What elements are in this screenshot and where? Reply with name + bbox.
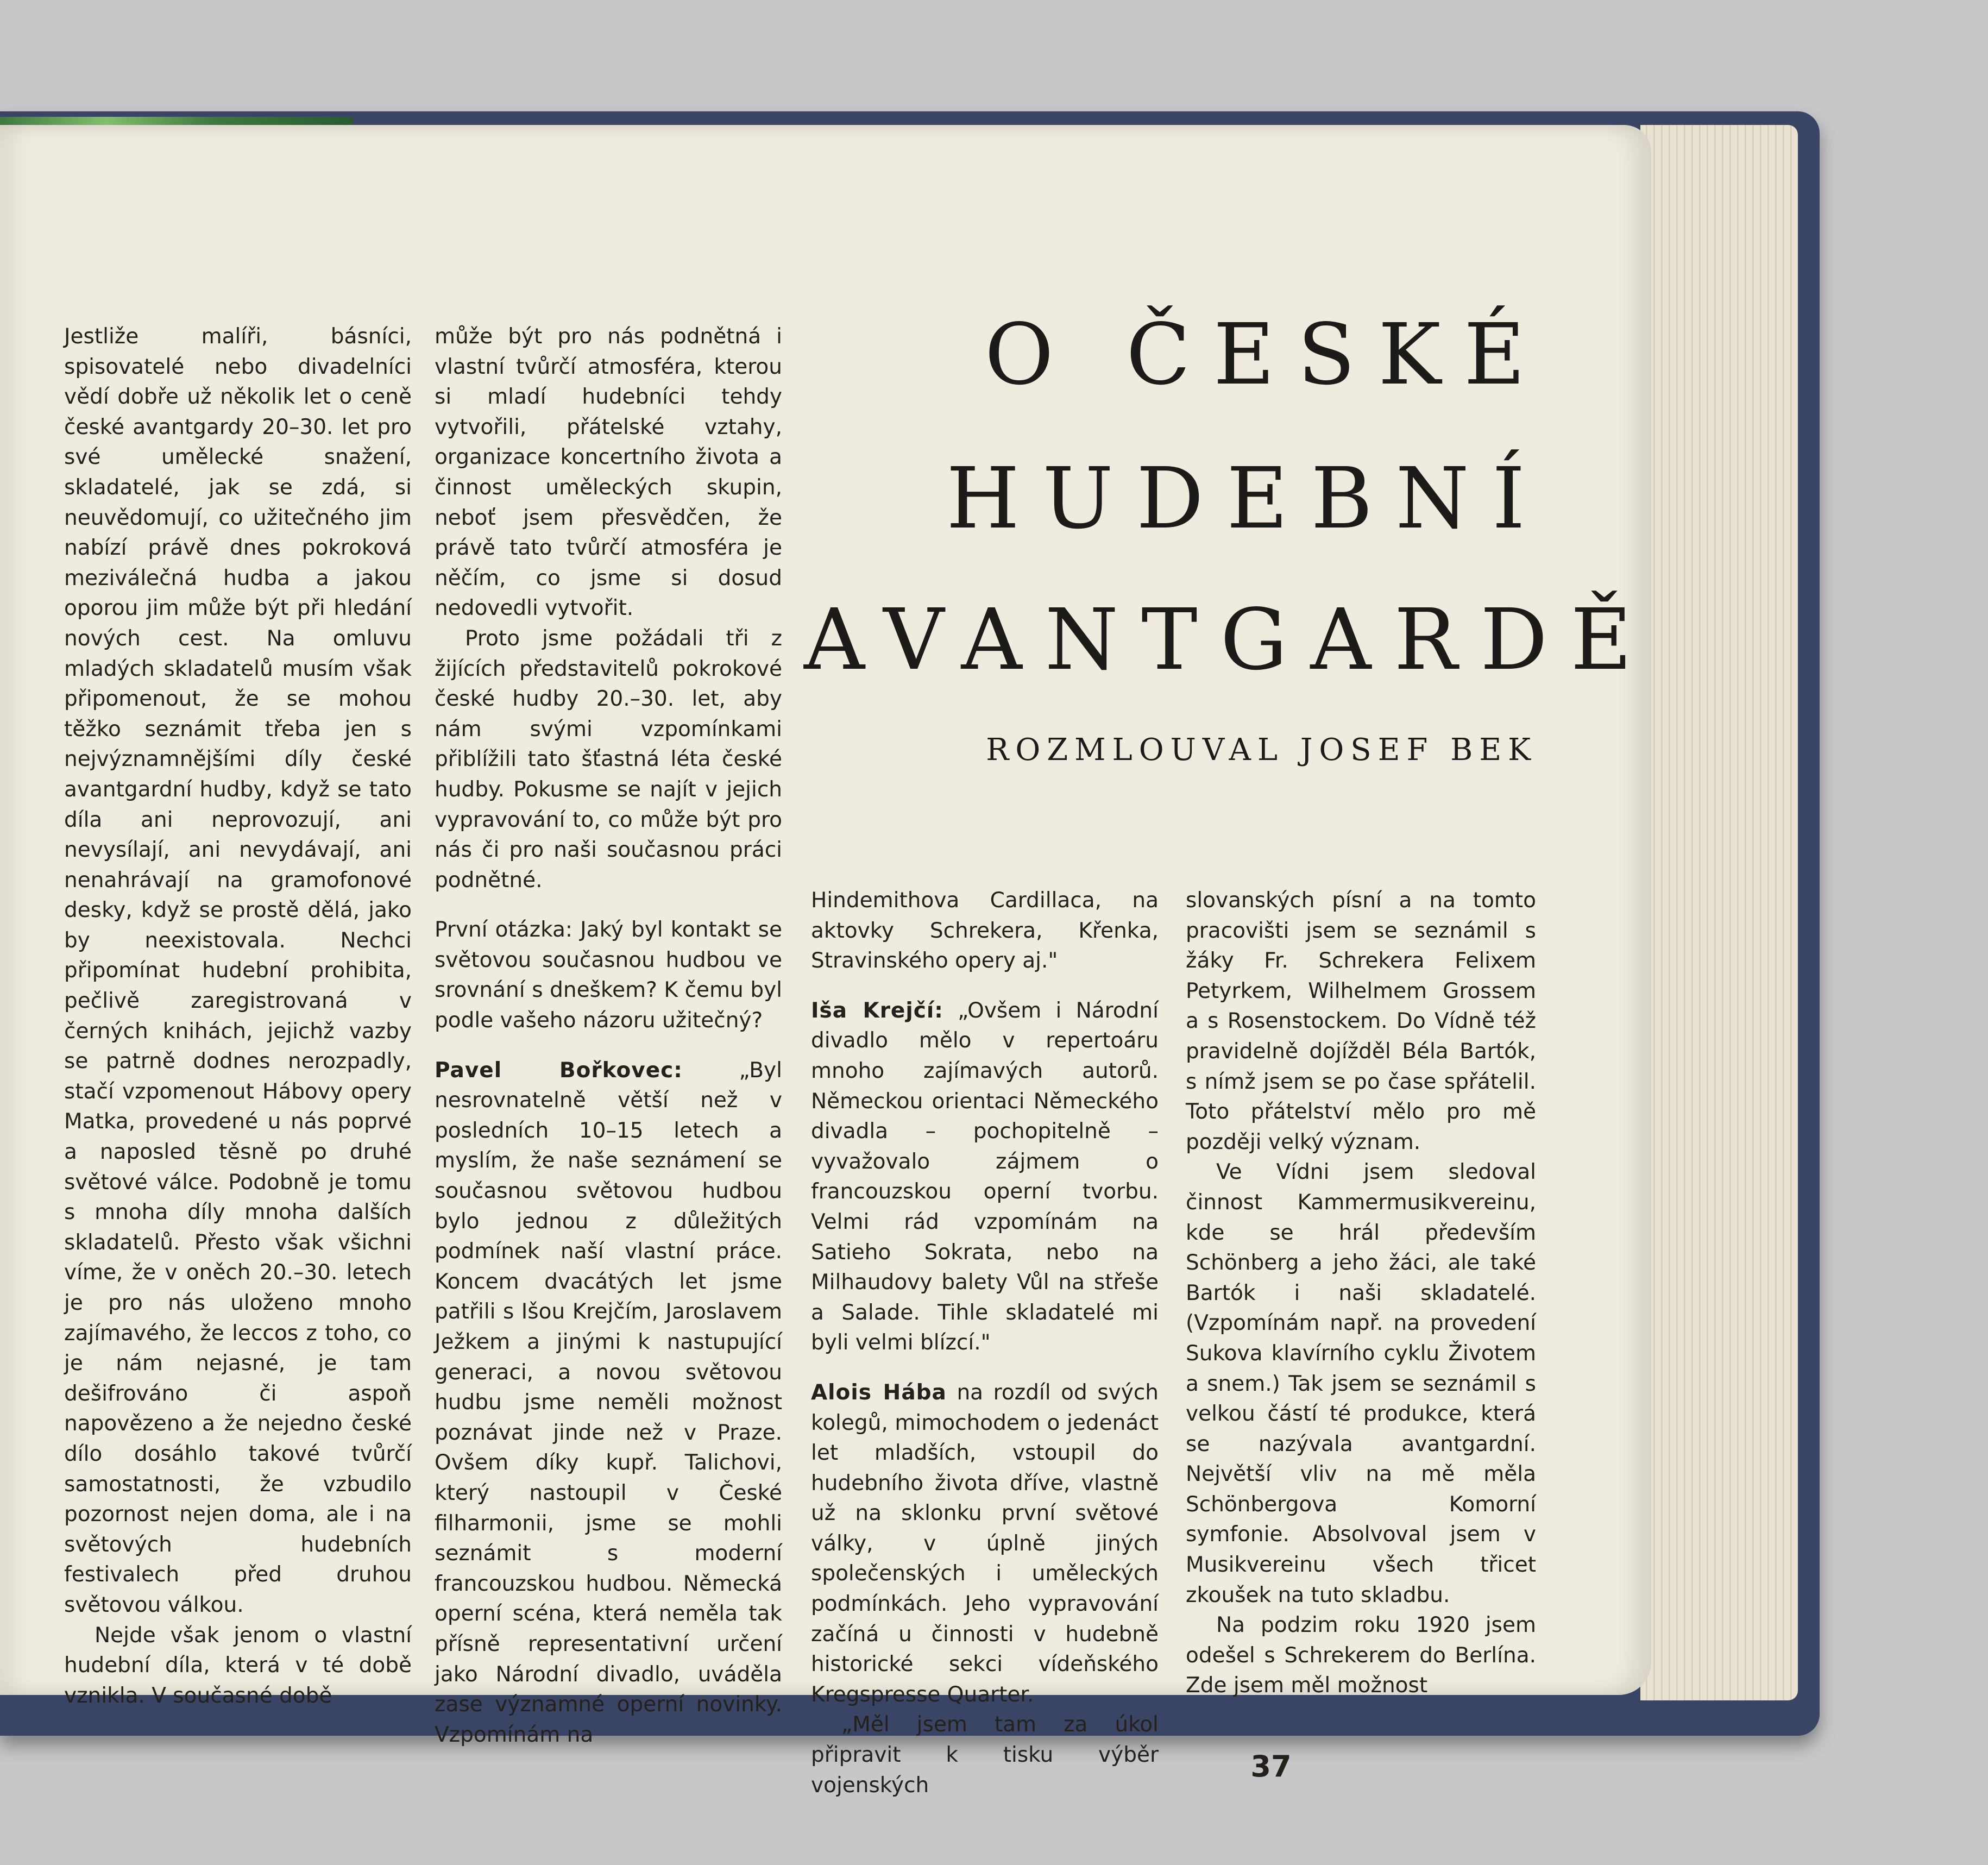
paragraph: může být pro nás podnětná i vlastní tvůrčí atmosféra, kterou si mladí hudebníci tehdy vytvořili, přátelské vztahy, organizace koncertního života a činnost uměleckých skupin, neboť jsem přesvědčen, že právě tato tvůrčí atmosféra je něčím, co jsme si dosud nedovedli vytvořit. — [435, 324, 782, 621]
speaker-name: Pavel Bořkovec: — [435, 1058, 683, 1083]
paragraph: Jestliže malíři, básníci, spisovatelé nebo divadelníci vědí dobře už několik let o ceně české avantgardy 20–30. let pro své umělecké snažení, skladatelé, jak se zdá, si neuvědomují, co užitečného jim nabízí právě dnes pokroková meziválečná hudba a jakou oporou jim může být při hledání nových cest. Na omluvu mladých skladatelů musím však připomenout, že se mohou těžko seznámit třeba jen s nejvýznamnějšími díly české avantgardní hudby, když se tato díla ani neprovozují, ani nevysílají, ani nevydávají, ani nenahrávají na gramofonové desky, když se prostě dělá, jako by neexistovala. Nechci připomínat hudební prohibita, pečlivě zaregistrovaná v černých knihách, jejichž vazby se patrně dodnes nerozpadly, stačí vzpomenout Hábovy opery Matka, provedené u nás poprvé a naposled těsně po druhé světové válce. Podobně je tomu s mnoha díly mnoha dalších skladatelů. Přesto však všichni víme, že v oněch 20.–30. letech je pro nás uloženo mnoho zajímavého, že leccos z toho, co je nám nejasné, je tam dešifrováno či aspoň napovězeno a že nejedno české dílo dosáhlo takové tvůrčí samostatnosti, že vzbudilo pozornost nejen doma, ale i na světových hudebních festivalech před druhou světovou válkou. — [64, 324, 412, 1617]
paragraph: „Měl jsem tam za úkol připravit k tisku výběr vojenských — [811, 1712, 1159, 1798]
speaker-name: Iša Krejčí: — [811, 998, 943, 1023]
text-column-2 — [435, 322, 782, 1750]
paragraph: slovanských písní a na tomto pracovišti jsem se seznámil s žáky Fr. Schrekera Felixem Petyrkem, Wilhelmem Grossem a s Rosenstockem. Do Vídně též pravidelně dojížděl Béla Bartók, s nímž jsem se po čase spřátelil. Toto přátelství mělo pro mě později velký význam. — [1186, 888, 1536, 1154]
paragraph-text: na rozdíl od svých kolegů, mimochodem o jedenáct let mladších, vstoupil do hudebního života dříve, vlastně už na sklonku první světové války, v úplně jiných společenských i uměleckých podmínkách. Jeho vypravování začíná u činnosti v hudebně historické sekci vídeňského Kregspresse Quarter. — [811, 1380, 1159, 1707]
interview-answer — [435, 1056, 782, 1750]
text-column-3 — [811, 886, 1159, 1800]
paragraph: Na podzim roku 1920 jsem odešel s Schrekerem do Berlína. Zde jsem měl možnost — [1186, 1613, 1536, 1698]
paragraph: Proto jsme požádali tři z žijících představitelů pokrokové české hudby 20.–30. let, aby nám svými vzpomínkami přiblížili tato šťastná léta české hudby. Pokusme se najít v jejich vypravování to, co může být pro nás či pro naši současnou práci podnětné. — [435, 626, 782, 893]
question-paragraph: První otázka: Jaký byl kontakt se světovou současnou hudbou ve srovnání s dneškem? K čemu byl podle vašeho názoru užitečný? — [435, 918, 782, 1033]
answer-text: „Ovšem i Národní divadlo mělo v repertoáru mnoho zajímavých autorů. Německou orientaci Německého divadla – pochopitelně – vyvažovalo zájmem o francouzskou operní tvorbu. Velmi rád vzpomínám na Satieho Sokrata, nebo na Milhaudovy balety Vůl na střeše a Salade. Tihle skladatelé mi byli velmi blízcí." — [811, 998, 1159, 1355]
speaker-name: Alois Hába — [811, 1380, 947, 1405]
page-number: 37 — [1250, 1749, 1292, 1784]
answer-text: „Byl nesrovnatelně větší než v posledních 10–15 letech a myslím, že naše seznámení se současnou světovou hudbou bylo jednou z důležitých podmínek naší vlastní práce. Koncem dvacátých let jsme patřili s Išou Krejčím, Jaroslavem Ježkem a jinými k nastupující generaci, a novou světovou hudbu jsme neměli možnost poznávat jinde než v Praze. Ovšem díky kupř. Talichovi, který nastoupil v České filharmonii, jsme se mohli seznámit s moderní francouzskou hudbou. Německá operní scéna, která neměla tak přísně representativní určení jako Národní divadlo, uváděla zase významné operní novinky. Vzpomínám na — [435, 1058, 782, 1747]
text-column-4 — [1186, 886, 1536, 1701]
article-byline: ROZMLOUVAL JOSEF BEK — [986, 732, 1537, 768]
paragraph: Hindemithova Cardillaca, na aktovky Schrekera, Křenka, Stravinského opery aj." — [811, 888, 1159, 974]
article-title-line-2: HUDEBNÍ — [946, 449, 1548, 548]
book-page — [0, 125, 1655, 1798]
paragraph: Nejde však jenom o vlastní hudební díla, která v té době vznikla. V současné době — [64, 1623, 412, 1708]
text-column-1 — [64, 322, 412, 1711]
interview-answer — [811, 996, 1159, 1358]
article-title-line-1: O ČESKÉ — [984, 305, 1548, 404]
paragraph: Ve Vídni jsem sledoval činnost Kammermusikvereinu, kde se hrál především Schönberg a jeho žáci, ale také Bartók i naši skladatelé. (Vzpomínám např. na provedení Sukova klavírního cyklu Životem a snem.) Tak jsem se seznámil s velkou částí té produkce, která se nazývala avantgardní. Největší vliv na mě měla Schönbergova Komorní symfonie. Absolvoval jsem v Musikvereinu všech třicet zkoušek na tuto skladbu. — [1186, 1160, 1536, 1607]
paragraph — [811, 1378, 1159, 1710]
article-title-line-3: AVANTGARDĚ — [804, 591, 1655, 689]
page-edges — [1640, 125, 1798, 1700]
